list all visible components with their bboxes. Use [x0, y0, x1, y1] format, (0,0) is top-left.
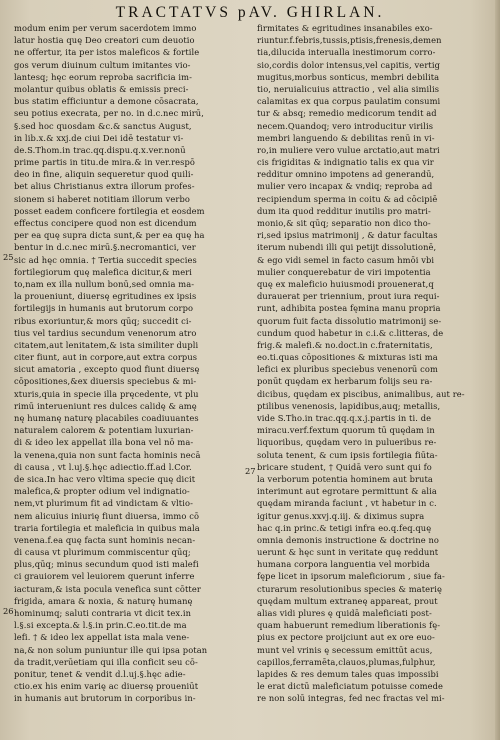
text-line: lantesq; hęc eorum reproba sacrificia im- — [14, 71, 192, 82]
text-line: alias vidi plures ę quidā maleficiati post- — [257, 608, 432, 618]
text-line: lapides & res demum tales quas impossibi — [257, 668, 439, 679]
text-line: iterum nubendi illi qui petijt dissolutionē, — [257, 242, 437, 253]
text-line: citatem,aut lenitatem,& ista similiter dupli — [14, 339, 199, 350]
text-line: citer fiunt, aut in corpore,aut extra corpus — [14, 352, 198, 363]
text-line: rimū interueniunt res dulces calidę & amę — [14, 400, 197, 411]
text-line: bentur in d.c.nec mirū.§.necromantici, ver — [14, 242, 196, 253]
text-line: fortilegijs in humanis aut brutorum corpo — [14, 303, 194, 314]
text-line: ctio.ex his enim varię ac diuersę proueniūt — [14, 681, 199, 692]
text-line: vide S.Tho.in trac.qq.q.x.j.partis in ti. de — [257, 413, 432, 423]
text-line: quam habuerunt remedium liberationis fę- — [257, 620, 441, 631]
text-line: sio,cordis dolor intensus,vel capitis, vertig — [257, 59, 440, 70]
text-line: riuntur.f.febris,tussis,ptisis,frenesis,demen — [257, 35, 442, 46]
text-line: firmitates & egritudines insanabiles exo- — [257, 23, 433, 33]
text-line: de sica.In hac vero vltima specie quę dicit — [14, 473, 196, 484]
text-line: ne offertur, ita per istos maleficos & fortile — [14, 47, 200, 58]
text-line: pius ex pectore proijciunt aut ex ore euo- — [257, 632, 435, 643]
margin-note-25: 25 — [3, 252, 14, 262]
text-line: nę humanę naturę placabiles coadiuuantes — [14, 413, 199, 423]
margin-note-26: 26 — [3, 606, 14, 616]
text-line: ro,in muliere vero vulue arctatio,aut matri — [257, 144, 440, 155]
text-line: cis frigiditas & indignatio talis ex qua vir — [257, 157, 434, 168]
text-line: igitur genus.xxvj.q.iij. & diximus supra — [257, 510, 425, 521]
text-line: gos verum diuinum cultum imitantes vio- — [14, 59, 191, 70]
running-title: TRACTATVS pAV. GHIRLAN. — [115, 4, 385, 21]
text-line: monio,& sit qūq; separatio non dico tho- — [257, 218, 431, 228]
text-line: liquoribus, quędam vero in pulueribus re- — [257, 437, 437, 448]
text-line: lefici ex pluribus speciebus venenorū com — [257, 364, 438, 375]
text-line: humana corpora languentia vel morbida — [257, 559, 430, 570]
text-line: omnia demonis instructione & doctrine no — [257, 534, 439, 545]
text-line: hac q.in princ.& tetigi infra eo.q.feq.quę — [257, 522, 432, 533]
text-line: cōpositiones,&ex diuersis speciebus & mi- — [14, 376, 197, 387]
text-line: capillos,ferramēta,clauos,plumas,fulphur, — [257, 656, 436, 667]
text-line: modum enim per verum sacerdotem immo — [14, 23, 197, 33]
text-line: redditur omnino impotens ad generandū, — [257, 169, 435, 180]
text-line: frigida, amara & noxia, & naturę humanę — [14, 595, 193, 606]
text-line: di causa vt plurimum commiscentur qūq; — [14, 547, 191, 558]
text-line: frig.& malefi.& no.doct.in c.fraternitatis, — [257, 339, 433, 350]
text-line: per ea quę supra dicta sunt,& per ea quę ha — [14, 230, 205, 241]
text-line: quę ex maleficio huiusmodi prouenerat,q — [257, 278, 434, 289]
page-edge — [495, 0, 500, 740]
text-line: molantur quibus oblatis & emissis preci- — [14, 83, 189, 94]
margin-note-27: 27 — [245, 466, 256, 476]
text-line: re non solū integras, fed nec fractas vel mi- — [257, 693, 445, 704]
text-line: to,nam ex illa nullum bonū,sed omnia ma- — [14, 278, 195, 289]
text-line: nem,vt plurimum fit ad vindictam & vltio- — [14, 498, 193, 509]
text-line: hominumq; saluti contraria vt dicit tex.in — [14, 608, 192, 618]
text-line: eo.ti.quas cōpositiones & mixturas isti ma — [257, 352, 438, 363]
text-line: cundum quod habetur in c.i.& c.litteras, de — [257, 327, 444, 338]
text-line: uerunt & hęc sunt in veritate quę reddunt — [257, 547, 439, 558]
text-line: mugitus,morbus sonticus, membri debilita — [257, 71, 440, 82]
text-line: nem alicuius iniurię fiunt diuersa, immo cō — [14, 510, 200, 521]
text-line: da tradit,verūetiam qui illa conficit seu cō- — [14, 656, 198, 667]
text-line: seu potius execrata, per no. in d.c.nec mirū, — [14, 108, 204, 119]
text-line: ci grauiorem vel leuiorem querunt inferre — [14, 571, 195, 582]
text-line: ponitur, tenet & vendit d.l.uj.§.hęc adie- — [14, 668, 186, 679]
text-line: venena.f.ea quę facta sunt hominis necan- — [14, 534, 196, 545]
text-line: interimunt aut egrotare permittunt & alia — [257, 486, 437, 497]
text-line: miracu.verf.fextum quorum tū quędam in — [257, 425, 435, 436]
text-line: recipiendum sperma in coitu & ad cōcipiē — [257, 193, 438, 204]
text-line: quorum fuit facta dissolutio matrimonij se- — [257, 315, 442, 326]
text-line: tius vel tardius secundum venenorum atro — [14, 327, 197, 338]
text-line: calamitas ex qua corpus paulatim consumi — [257, 96, 441, 107]
right-text-column — [257, 22, 493, 705]
text-line: tur & absq; remedio medicorum tendit ad — [257, 108, 437, 119]
text-line: in humanis aut brutorum in corporibus in- — [14, 693, 196, 704]
text-line: ri,sed ipsius matrimonij , & datur facultas — [257, 230, 438, 241]
text-line: bus statim efficiuntur a demone cōsacrata, — [14, 96, 199, 107]
text-line: tia,dilucida interualla inestimorum corro- — [257, 47, 436, 58]
text-line: §.sed hoc quosdam &c.& sanctus August, — [14, 120, 192, 131]
text-line: runt, adhibita postea fęmina manu propria — [257, 303, 441, 314]
text-line: dicibus, quędam ex piscibus, animalibus, aut re- — [257, 388, 465, 399]
text-line: latur hostia quę Deo creatori cum deuotio — [14, 35, 195, 46]
text-line: iacturam,& ista pocula venefica sunt cōtter — [14, 583, 201, 594]
text-line: mulier vero incapax & vndiq; reproba ad — [257, 181, 433, 192]
text-line: effectus concipere quod non est dicendum — [14, 218, 197, 228]
text-line: quędam miranda faciunt , vt habetur in c. — [257, 498, 437, 509]
text-line: durauerat per triennium, prout iura requi- — [257, 291, 440, 302]
text-line: mulier conquerebatur de viri impotentia — [257, 266, 431, 277]
text-line: membri languendo & debilitas renū in vi- — [257, 132, 435, 143]
left-text-column — [14, 22, 250, 705]
text-line: l.§.si excepta.& l.§.in prin.C.eo.tit.de ma — [14, 620, 187, 631]
text-line: dum ita quod redditur inutilis pro matri- — [257, 205, 431, 216]
text-line: de.S.Thom.in trac.qq.dispu.q.x.ver.nonū — [14, 144, 186, 155]
text-line: la venena,quia non sunt facta hominis necā — [14, 449, 201, 460]
text-line: malefica,& propter odium vel indignatio- — [14, 486, 190, 497]
text-line: sic ad hęc omnia. † Tertia succedit species — [14, 254, 197, 265]
text-line: fortilegiorum quę malefica dicitur,& meri — [14, 266, 193, 277]
text-line: cturarum resolutionibus species & materię — [257, 583, 443, 594]
text-line: fępe licet in ipsorum maleficiorum , siue fa- — [257, 571, 445, 582]
text-line: sicut amatoria , excepto quod fiunt diuersę — [14, 364, 200, 375]
text-line: la proueniunt, diuersę egritudines ex ipsis — [14, 291, 197, 302]
text-line: le erat dictū maleficiatum potuisse comede — [257, 681, 443, 692]
text-line: plus,qūq; minus secundum quod isti malefi — [14, 559, 199, 570]
text-line: bet alius Christianus extra illorum profes- — [14, 181, 195, 192]
text-line: naturalem calorem & potentiam luxurian- — [14, 425, 194, 436]
text-line: lefi. † & ideo lex appellat ista mala vene- — [14, 632, 190, 643]
text-line: necem.Quandoq; vero introducitur virilis — [257, 120, 434, 131]
text-line: sionem si haberet notitiam illorum verbo — [14, 193, 190, 204]
text-line: prime partis in titu.de mira.& in ver.respō — [14, 157, 196, 168]
text-line: soluta tenent, & cum ipsis fortilegia fiūta- — [257, 449, 438, 460]
text-line: tio, neruialicuius attractio , vel alia similis — [257, 83, 440, 94]
text-line: in lib.x.& xxj.de ciui Dei idē testatur vi- — [14, 132, 184, 143]
text-line: la verborum potentia hominem aut bruta — [257, 473, 433, 484]
text-line: quędam multum extraneę appareat, prout — [257, 595, 438, 606]
text-line: traria fortilegia et maleficia in quibus mala — [14, 522, 200, 533]
text-line: di & ideo lex appellat illa bona vel nō ma- — [14, 437, 194, 448]
text-line: bricare student, † Quidā vero sunt qui fo — [257, 461, 432, 472]
text-line: munt vel vrinis ę secessum emittūt acus, — [257, 644, 433, 655]
text-line: na,& non solum puniuntur ille qui ipsa potan — [14, 644, 208, 655]
text-line: deo in fine, aliquin sequeretur quod quili- — [14, 169, 194, 180]
text-line: & ego vidi semel in facto casum hmōi vbi — [257, 254, 435, 265]
text-line: di causa , vt l.uj.§.hęc adiectio.ff.ad l.Cor. — [14, 461, 192, 472]
text-line: xturis,quia in specie illa pręcedente, vt plu — [14, 388, 199, 399]
text-line: posset eadem conficere fortilegia et eosdem — [14, 205, 205, 216]
text-line: ribus exoriuntur,& mors qūq; succedit ci- — [14, 315, 192, 326]
text-line: ptilibus venenosis, lapidibus,auq; metallis, — [257, 400, 441, 411]
text-line: ponūt quędam ex herbarum folijs seu ra- — [257, 376, 433, 387]
